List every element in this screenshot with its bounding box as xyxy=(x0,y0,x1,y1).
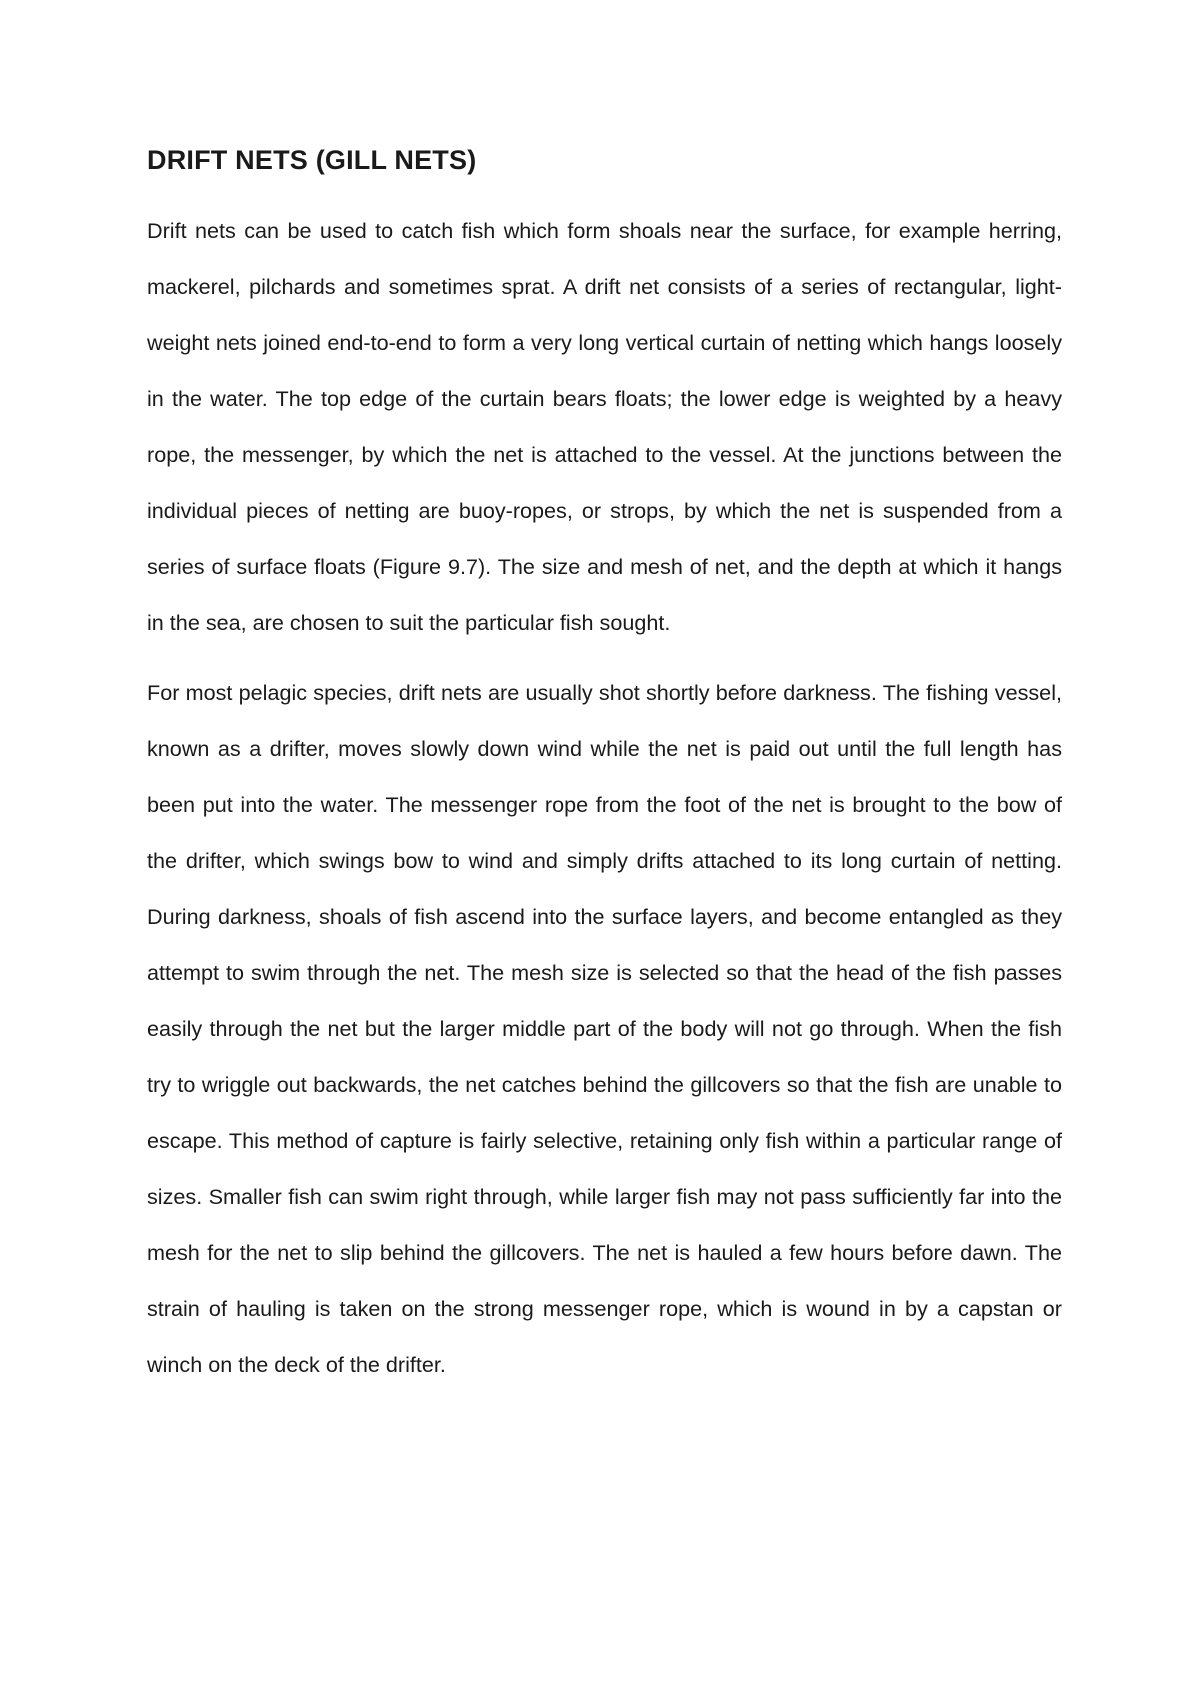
paragraph-2: For most pelagic species, drift nets are usually shot shortly before darkness. The fishing vessel, known as a drifter, moves slowly down wind while the net is paid out until the full length has been put into the water. The messenger rope from the foot of the net is brought to the bow of the drifter, which swings bow to wind and simply drifts attached to its long curtain of netting. During darkness, shoals of fish ascend into the surface layers, and become entangled as they attempt to swim through the net. The mesh size is selected so that the head of the fish passes easily through the net but the larger middle part of the body will not go through. When the fish try to wriggle out backwards, the net catches behind the gillcovers so that the fish are unable to escape. This method of capture is fairly selective, retaining only fish within a particular range of sizes. Smaller fish can swim right through, while larger fish may not pass sufficiently far into the mesh for the net to slip behind the gillcovers. The net is hauled a few hours before dawn. The strain of hauling is taken on the strong messenger rope, which is wound in by a capstan or winch on the deck of the drifter. xyxy=(147,680,1062,1377)
paragraph-1: Drift nets can be used to catch fish which form shoals near the surface, for example herring, mackerel, pilchards and sometimes sprat. A drift net consists of a series of rectangular, light-weight nets joined end-to-end to form a very long vertical curtain of netting which hangs loosely in the water. The top edge of the curtain bears floats; the lower edge is weighted by a heavy rope, the messenger, by which the net is attached to the vessel. At the junctions between the individual pieces of netting are buoy-ropes, or strops, by which the net is suspended from a series of surface floats (Figure 9.7). The size and mesh of net, and the depth at which it hangs in the sea, are chosen to suit the particular fish sought. xyxy=(147,218,1062,635)
document-body xyxy=(147,140,1062,1393)
document-heading: DRIFT NETS (GILL NETS) xyxy=(147,145,477,175)
